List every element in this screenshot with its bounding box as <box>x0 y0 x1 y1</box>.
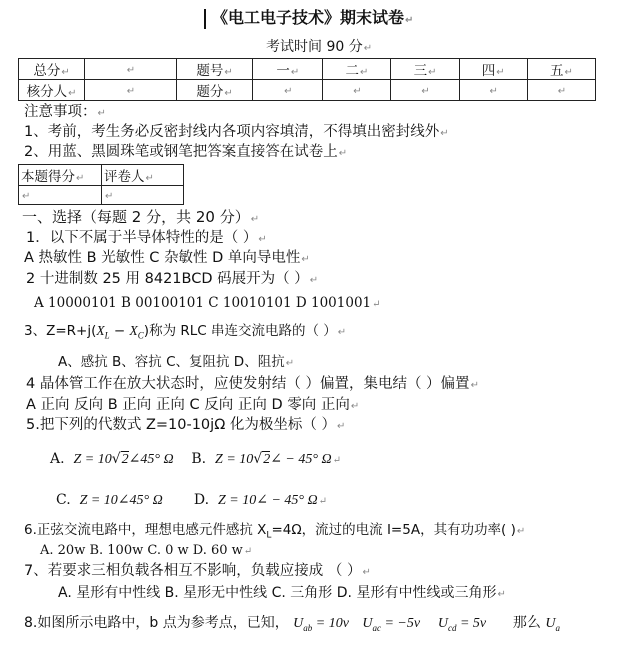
table-cell[interactable]: ↵ <box>459 80 527 101</box>
table-cell: 本题得分↵ <box>19 165 102 186</box>
note-item-1: 1、考前，考生务必反密封线内各项内容填清，不得填出密封线外↵ <box>24 124 449 140</box>
exam-duration: 考试时间 90 分↵ <box>266 39 373 55</box>
table-cell[interactable]: ↵ <box>253 80 323 101</box>
table-row <box>19 165 184 186</box>
page-title: 《电工电子技术》期末试卷↵ <box>212 8 414 27</box>
question-7-options: A. 星形有中性线 B. 星形无中性线 C. 三角形 D. 星形有中性线或三角形↵ <box>58 585 506 601</box>
question-5-options-ab: A. Z = 10√2∠45° Ω B. Z = 10√2∠ − 45° Ω↵ <box>50 451 341 467</box>
grader-table <box>18 164 184 205</box>
table-cell: 二↵ <box>323 59 391 80</box>
table-cell: 题号↵ <box>176 59 253 80</box>
table-row <box>19 80 596 101</box>
notes-heading: 注意事项：↵ <box>24 104 106 120</box>
question-8: 8.如图所示电路中，b 点为参考点，已知， $U_{ab} = 10v$ $U_{ac} = -5v$ $U_{cd} = 5v$ 那么 $U_a$ <box>24 615 560 633</box>
table-cell[interactable]: ↵ <box>19 186 102 205</box>
section-heading: 一、选择（每题 2 分，共 20 分）↵ <box>22 208 260 226</box>
score-table <box>18 58 596 101</box>
table-cell[interactable]: ↵ <box>527 80 595 101</box>
note-item-2: 2、用蓝、黑圆珠笔或钢笔把答案直接答在试卷上↵ <box>24 144 348 160</box>
table-cell: 评卷人↵ <box>102 165 184 186</box>
question-4: 4 晶体管工作在放大状态时，应使发射结（ ）偏置，集电结（ ）偏置↵ <box>26 376 479 392</box>
question-2: 2 十进制数 25 用 8421BCD 码展开为（ ）↵ <box>26 271 319 287</box>
question-6: 6.正弦交流电路中，理想电感元件感抗 $X_L=4\Omega$，流过的电流 I=5A，其有功功率( )↵ <box>24 522 526 541</box>
question-5: 5.把下列的代数式 Z=10-10jΩ 化为极坐标（ ）↵ <box>26 417 346 433</box>
question-1: 1．以下不属于半导体特性的是（ ）↵ <box>26 230 267 246</box>
table-cell: 一↵ <box>253 59 323 80</box>
table-cell: 总分↵ <box>19 59 85 80</box>
question-2-options: A 10000101 B 00100101 C 10010101 D 1001001↵ <box>34 295 381 311</box>
table-row <box>19 59 596 80</box>
table-cell[interactable]: ↵ <box>323 80 391 101</box>
question-3-options: A、感抗 B、容抗 C、复阻抗 D、阻抗↵ <box>58 354 295 370</box>
table-cell: 题分↵ <box>176 80 253 101</box>
table-cell[interactable]: ↵ <box>102 186 184 205</box>
table-cell: 五↵ <box>527 59 595 80</box>
table-cell: 三↵ <box>391 59 459 80</box>
question-3: 3、$Z=R+j(X_L - X_C)$称为 RLC 串连交流电路的（ ）↵ <box>24 323 347 341</box>
question-5-options-cd: C. Z = 10∠45° Ω D. Z = 10∠ − 45° Ω↵ <box>56 492 328 508</box>
table-cell[interactable]: ↵ <box>85 59 177 80</box>
table-cell: 四↵ <box>459 59 527 80</box>
question-1-options: A 热敏性 B 光敏性 C 杂敏性 D 单向导电性↵ <box>24 250 310 266</box>
title-marker <box>204 9 206 29</box>
question-6-options: A. 20w B. 100w C. 0 w D. 60 w↵ <box>40 543 253 558</box>
table-cell[interactable]: ↵ <box>391 80 459 101</box>
question-4-options: A 正向 反向 B 正向 正向 C 反向 正向 D 零向 正向↵ <box>26 397 360 413</box>
table-cell[interactable]: ↵ <box>85 80 177 101</box>
table-cell: 核分人↵ <box>19 80 85 101</box>
table-row <box>19 186 184 205</box>
question-7: 7、若要求三相负载各相互不影响，负载应接成 （ ）↵ <box>24 563 371 579</box>
